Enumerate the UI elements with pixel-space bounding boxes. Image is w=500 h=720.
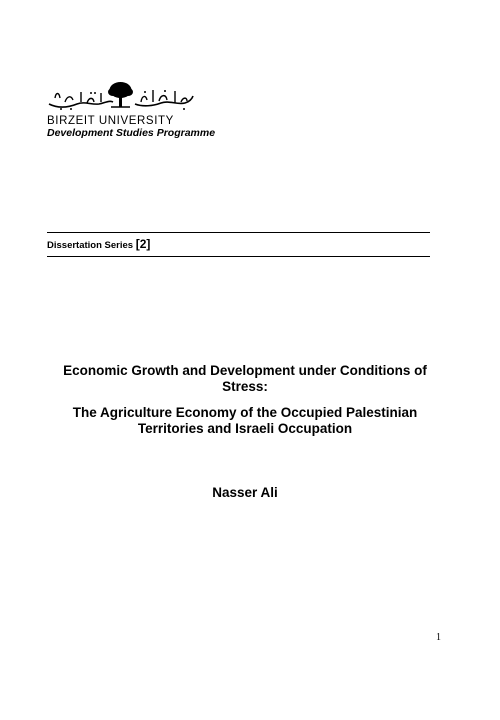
series-number: [2] [135, 237, 151, 251]
birzeit-logo [47, 78, 197, 114]
document-subtitle: The Agriculture Economy of the Occupied Palestinian Territories and Israeli Occupation [72, 405, 418, 436]
university-header [47, 78, 247, 139]
series-top-rule [47, 232, 430, 233]
document-title: Economic Growth and Development under Conditions of Stress: [63, 363, 427, 394]
author-name: Nasser Ali [212, 485, 278, 500]
series-bottom-rule [47, 256, 430, 257]
page-number: 1 [436, 632, 441, 643]
dissertation-series [47, 237, 150, 253]
series-label: Dissertation Series [47, 240, 134, 251]
university-name: BIRZEIT UNIVERSITY [47, 115, 174, 127]
programme-name: Development Studies Programme [47, 127, 216, 139]
